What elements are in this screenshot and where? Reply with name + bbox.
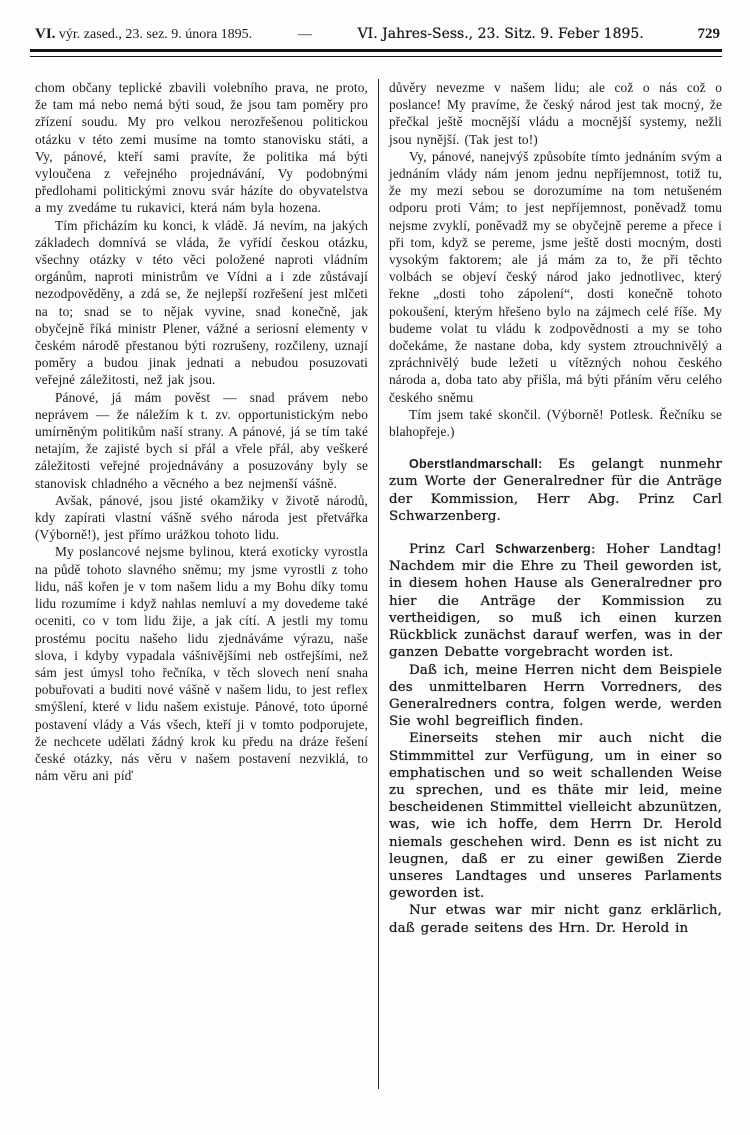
text-run: My poslancové nejsme bylinou, která exoticky vyrostla na půdě tohoto slavného sněmu; my jsme vyrostli z toho lidu, náš kořen je v tom našem lidu a my Bohu díky tomu lidu rozumíme i když nahlas nemluví a my dovedeme také oceniti, co v tom lidu žije, a jak cítí. A jestli my tomu prostému pocitu našeho lidu zjednáváme výrazu, naše slova, i kdyby vypadala vášnivějšími neb ostřejšími, než sám jest úmysl toho řečníka, v těch slovech není snaha pobuřovati a buditi nové vášně v našem lidu, to jest reflex smýšlení, které v lidu našem existuje. Pánové, toto úporné postavení vlády a Vás všech, kteří ji v tomto podporujete, že nechcete udělati žádný krok ku předu na dráze řešení české otázky, nás věru v našem postavení nezviklá, to nám věru ani píď <box>35 544 368 784</box>
right-column <box>389 79 722 1089</box>
header-volume-czech: VI. <box>35 26 56 42</box>
header-session-czech <box>35 26 252 43</box>
text-run: Tím přicházím ku konci, k vládě. Já nevím, na jakých základech domnívá se vláda, že vyřídí českou otázku, všechny otázky v této věci položené naproti vládním orgánům, naproti ministrům ve Vídni a i zde zůstávají nezodpověděny, a zdá se, že nejlepší rozřešení jest mlčeti na to; snad se to nějak vyvine, snad konečně, jak obyčejně říká ministr Plener, vážné a seriosní elementy v českém národě přestanou býti rozrušeny, rozčileny, uznají poměry a budou jinak jednati a nebudou posuzovati veřejné záležitosti, než jak jsou. <box>35 217 368 388</box>
text-run: Daß ich, meine Herren nicht dem Beispiele des unmittelbaren Herrn Vorredners, des Generalredners contra, folgen werde, werden Sie wohl begreiflich finden. <box>389 662 722 730</box>
paragraph <box>389 662 722 731</box>
speaker-name: Oberstlandmarschall: <box>409 457 559 472</box>
paragraph <box>389 456 722 525</box>
paragraph <box>35 79 368 217</box>
text-run: Einerseits stehen mir auch nicht die Stimmmittel zur Verfügung, um in einer so emphatischen und so weit schallenden Weise zu sprechen, und es thäte mir leid, meine bescheidenen Stimmittel vielleicht abzunützen, was, wie ich hoffe, dem Herrn Dr. Herold niemals geschehen wird. Denn es ist nicht zu leugnen, daß er zu einer gewißen Zierde unseres Landtages und unseres Parlaments geworden ist. <box>389 731 722 902</box>
left-column <box>35 79 368 1089</box>
header-session-german: VI. Jahres-Sess., 23. Sitz. 9. Feber 1895. <box>357 26 644 42</box>
text-run: Es gelangt nunmehr zum Worte der Generalredner für die Anträge der Kommission, Herr Abg. Prinz Carl Schwarzenberg. <box>389 457 722 524</box>
text-run: Nur etwas war mir nicht ganz erklärlich, daß gerade seitens des Hrn. Dr. Herold in <box>389 903 722 936</box>
header-session-czech-text: výr. zased., 23. sez. 9. února 1895. <box>55 27 253 42</box>
paragraph <box>35 389 368 492</box>
text-body <box>0 57 750 1089</box>
text-run: Vy, pánové, nanejvýš způsobíte tímto jednáním svým a jednáním vlády nám jenom jednu nepříjemnost, totiž tu, že my mezi sebou se dorozumíme na tom netušeném odporu proti Vám; to jest nepříjemnost, poněvadž tomu nejsme zvyklí, poněvadž my se obyčejně pereme a přece i při tom, když se pereme, jsme ještě dosti mocným, dosti vysokým faktorem; ale já mám za to, že při těchto volbách se objeví český národ jako jednotlivec, který řekne „dosti toho zápolení“, dosti konečně tohoto pokoušení, kterým hřešeno bylo na zájmech celé říše. My budeme volat tu vládu k zodpovědnosti a my se toho dočekáme, že nastane doba, kdy system ztrouchnivělý a zpráchnivělý bude ležeti u vítězných nohou českého národa a, doba tato aby přišla, má býti přáním věru celého českého sněmu <box>389 148 722 405</box>
text-run: Tím jsem také skončil. (Výborně! Potlesk. Řečníku se blahopřeje.) <box>389 406 722 440</box>
text-run: důvěry nevezme v našem lidu; ale což o nás což o poslance! My pravíme, že český národ jest tak mocný, že přečkal ještě mocnější vládu a mocnější systemy, nežli jsou nynější. (Tak jest to!) <box>389 80 722 147</box>
text-run: Avšak, pánové, jsou jisté okamžiky v životě národů, kdy zapírati vlastní vášně svého národa jest přetvářka (Výborně!), jest přímo urážkou tohoto lidu. <box>35 492 368 543</box>
column-divider-rule <box>378 79 379 1089</box>
header-double-rule <box>30 49 722 57</box>
text-run: Pánové, já mám pověst — snad právem nebo neprávem — že náležím k t. zv. opportunistickým nebo umírněným politikům naší strany. A pánové, já se tím také netajím, že zajisté bych si přál a vřele přál, aby veškeré záležitosti veřejné projednávány a posuzovány byly se stanovisk chladného a věcného a bez nejmenší vášně. <box>35 389 368 491</box>
paragraph <box>389 730 722 902</box>
speaker-name: Schwarzenberg <box>495 542 591 557</box>
paragraph <box>35 492 368 544</box>
paragraph <box>35 543 368 784</box>
paragraph <box>389 79 722 148</box>
text-run: : Hoher Landtag! Nachdem mir die Ehre zu Theil geworden ist, in diesem hohen Hause als Generalredner pro hier die Anträge der Kommission zu vertheidigen, so muß ich einen kurzen Rückblick zunächst darauf werfen, was in der ganzen Debatte vorgebracht worden ist. <box>389 542 722 661</box>
header-dash: — <box>297 27 312 42</box>
text-run: Prinz Carl <box>409 542 496 558</box>
paragraph <box>389 148 722 406</box>
page-number: 729 <box>697 26 720 42</box>
paragraph <box>389 902 722 936</box>
paragraph <box>389 541 722 661</box>
text-run: chom občany teplické zbavili volebního prava, ne proto, že tam má nebo nemá býti soud, že jsou tam poměry pro zřízení soudu. My pro velkou nerozřešenou politickou otázku v této zemi musíme na tomto stanovisku státi, a Vy, pánové, kteří sami pravíte, že politika má býti vyloučena z veřejného projednávání, Vy podobnými předlohami politickými znovu svár házíte do obyvatelstva a my zvedáme tu rukavici, která nám byla hozena. <box>35 80 368 216</box>
paragraph <box>389 406 722 440</box>
paragraph <box>35 217 368 389</box>
page-header <box>0 0 750 43</box>
